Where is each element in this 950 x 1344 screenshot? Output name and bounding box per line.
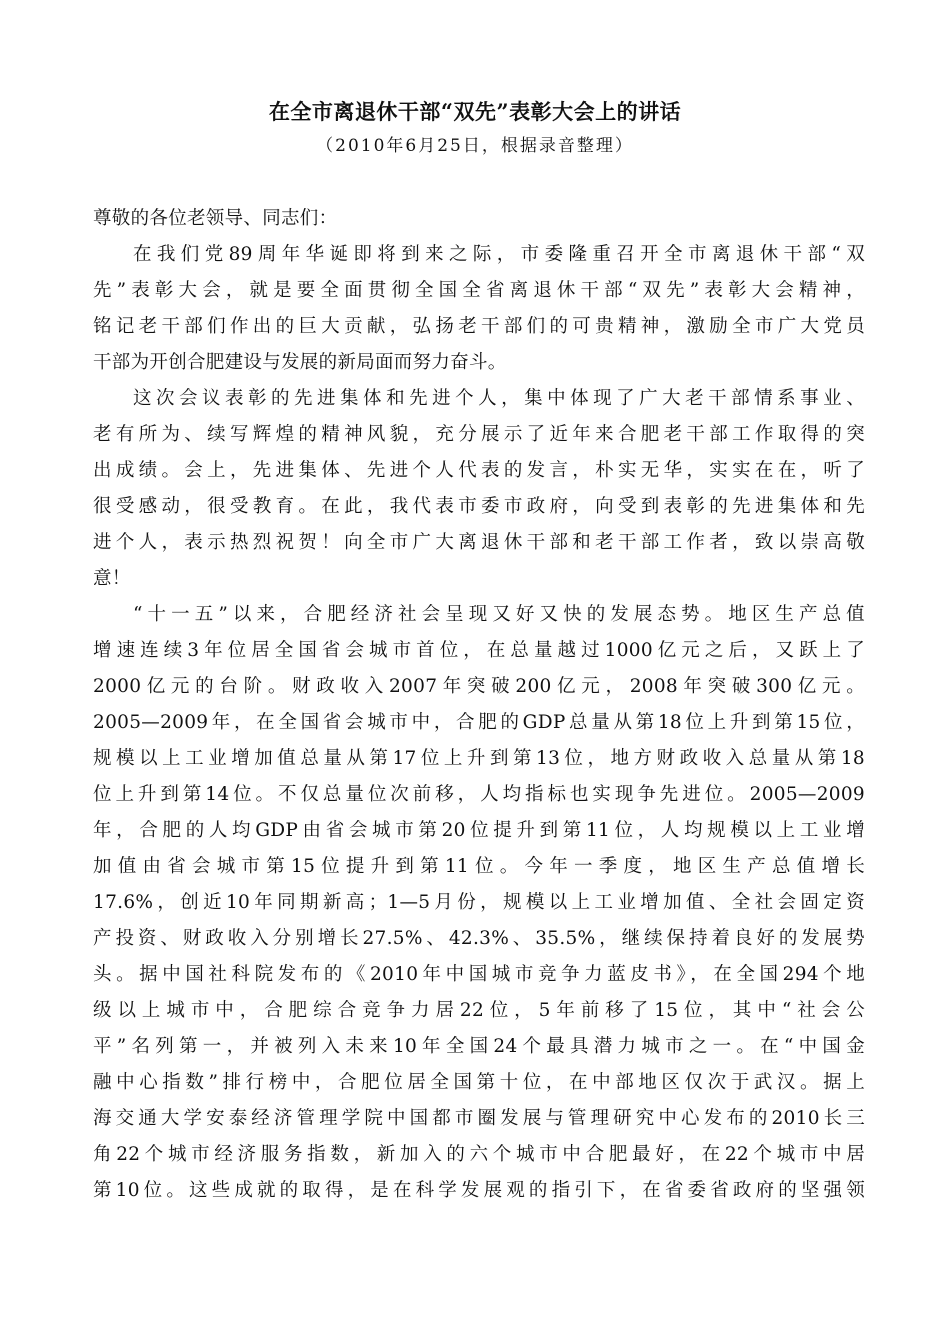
paragraph-1-line: 先”表彰大会，就是要全面贯彻全国全省离退休干部“双先”表彰大会精神， — [93, 280, 865, 301]
paragraph-2-line: 很受感动，很受教育。在此，我代表市委市政府，向受到表彰的先进集体和先 — [93, 496, 865, 517]
document-body — [93, 201, 865, 1209]
paragraph-3-line: 2005—2009年，在全国省会城市中，合肥的GDP总量从第18位上升到第15位， — [93, 712, 865, 733]
paragraph-3-line: 17.6%，创近10年同期新高；1—5月份，规模以上工业增加值、全社会固定资 — [93, 892, 865, 913]
paragraph-1-line: 铭记老干部们作出的巨大贡献，弘扬老干部们的可贵精神，激励全市广大党员 — [93, 316, 865, 337]
paragraph-3-line: 角22个城市经济服务指数，新加入的六个城市中合肥最好，在22个城市中居 — [93, 1144, 865, 1165]
document-title: 在全市离退休干部“双先”表彰大会上的讲话 — [268, 99, 682, 124]
paragraph-3-line: 位上升到第14位。不仅总量位次前移，人均指标也实现争先进位。2005—2009 — [93, 784, 865, 805]
paragraph-2-line: 出成绩。会上，先进集体、先进个人代表的发言，朴实无华，实实在在，听了 — [93, 460, 865, 481]
paragraph-3-line: 头。据中国社科院发布的《2010年中国城市竞争力蓝皮书》，在全国294个地 — [93, 964, 865, 985]
paragraph-3-line: 融中心指数”排行榜中，合肥位居全国第十位，在中部地区仅次于武汉。据上 — [93, 1072, 865, 1093]
paragraph-3-line: 第10位。这些成就的取得，是在科学发展观的指引下，在省委省政府的坚强领 — [93, 1180, 865, 1201]
salutation-line: 尊敬的各位老领导、同志们： — [93, 208, 338, 229]
paragraph-3-line: 海交通大学安泰经济管理学院中国都市圈发展与管理研究中心发布的2010长三 — [93, 1108, 865, 1129]
paragraph-3-line: 平”名列第一，并被列入未来10年全国24个最具潜力城市之一。在“中国金 — [93, 1036, 865, 1057]
paragraph-3-line: 增速连续3年位居全国省会城市首位，在总量越过1000亿元之后，又跃上了 — [93, 640, 865, 661]
paragraph-3-line: 规模以上工业增加值总量从第17位上升到第13位，地方财政收入总量从第18 — [93, 748, 865, 769]
document-subtitle: （2010年6月25日，根据录音整理） — [316, 136, 634, 156]
paragraph-2-line: 进个人，表示热烈祝贺！向全市广大离退休干部和老干部工作者，致以崇高敬 — [93, 532, 865, 553]
paragraph-2-line: 这次会议表彰的先进集体和先进个人，集中体现了广大老干部情系事业、 — [133, 388, 865, 409]
paragraph-3-line: 加值由省会城市第15位提升到第11位。今年一季度，地区生产总值增长 — [93, 856, 865, 877]
paragraph-1-line: 干部为开创合肥建设与发展的新局面而努力奋斗。 — [93, 352, 507, 373]
paragraph-2-line: 意！ — [93, 568, 131, 589]
paragraph-2-line: 老有所为、续写辉煌的精神风貌，充分展示了近年来合肥老干部工作取得的突 — [93, 424, 865, 445]
paragraph-3-line: “十一五”以来，合肥经济社会呈现又好又快的发展态势。地区生产总值 — [133, 604, 865, 625]
paragraph-3-line: 年，合肥的人均GDP由省会城市第20位提升到第11位，人均规模以上工业增 — [93, 820, 865, 841]
paragraph-1-line: 在我们党89周年华诞即将到来之际，市委隆重召开全市离退休干部“双 — [133, 244, 865, 265]
paragraph-3-line: 级以上城市中，合肥综合竞争力居22位，5年前移了15位，其中“社会公 — [93, 1000, 865, 1021]
paragraph-3-line: 产投资、财政收入分别增长27.5%、42.3%、35.5%，继续保持着良好的发展势 — [93, 928, 865, 949]
paragraph-3-line: 2000亿元的台阶。财政收入2007年突破200亿元，2008年突破300亿元。 — [93, 676, 865, 697]
